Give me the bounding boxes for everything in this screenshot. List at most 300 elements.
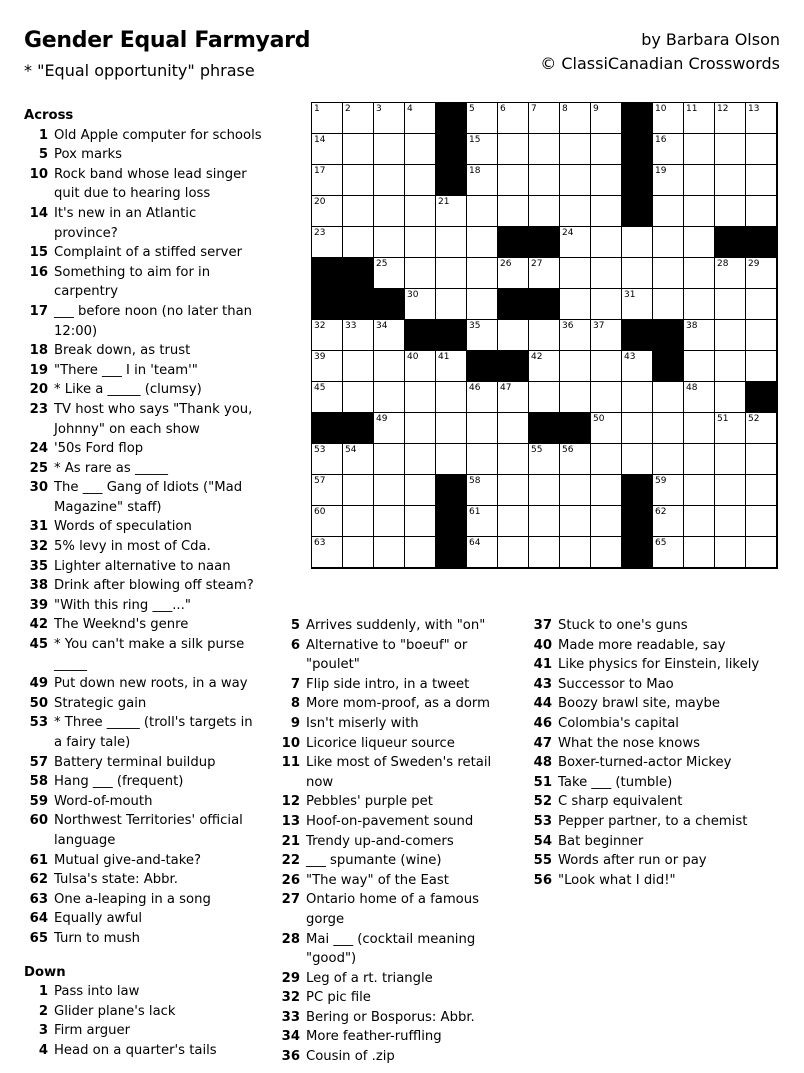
grid-cell[interactable]: [436, 196, 467, 227]
grid-cell[interactable]: [684, 444, 715, 475]
grid-cell[interactable]: [529, 475, 560, 506]
across-clue[interactable]: [24, 772, 264, 792]
grid-cell[interactable]: [467, 444, 498, 475]
down-clue[interactable]: [276, 832, 516, 852]
grid-cell[interactable]: [436, 258, 467, 289]
grid-cell[interactable]: [684, 103, 715, 134]
grid-cell[interactable]: [436, 227, 467, 258]
grid-cell[interactable]: [312, 165, 343, 196]
grid-cell[interactable]: [405, 103, 436, 134]
across-clue[interactable]: [24, 792, 264, 812]
black-square: [436, 165, 467, 196]
cell-number: 58: [469, 476, 481, 486]
across-clue[interactable]: [24, 380, 264, 400]
grid-cell[interactable]: [374, 134, 405, 165]
grid-cell[interactable]: [467, 134, 498, 165]
grid-cell[interactable]: [622, 382, 653, 413]
across-clue[interactable]: [24, 517, 264, 537]
grid-cell[interactable]: [405, 134, 436, 165]
grid-cell[interactable]: [653, 196, 684, 227]
down-clue[interactable]: [276, 694, 516, 714]
grid-cell[interactable]: [746, 289, 777, 320]
grid-cell[interactable]: [560, 475, 591, 506]
grid-cell[interactable]: [343, 444, 374, 475]
down-clue[interactable]: [528, 675, 788, 695]
grid-cell[interactable]: [343, 351, 374, 382]
across-clue[interactable]: [24, 557, 264, 577]
grid-cell[interactable]: [560, 382, 591, 413]
across-clue[interactable]: [24, 400, 264, 439]
cell-number: 26: [500, 259, 512, 269]
grid-cell[interactable]: [467, 320, 498, 351]
grid-cell[interactable]: [405, 413, 436, 444]
grid-cell[interactable]: [467, 196, 498, 227]
grid-cell[interactable]: [684, 475, 715, 506]
grid-cell[interactable]: [467, 475, 498, 506]
grid-cell[interactable]: [746, 320, 777, 351]
grid-cell[interactable]: [436, 382, 467, 413]
black-square: [622, 165, 653, 196]
down-clue[interactable]: [528, 655, 788, 675]
down-clue[interactable]: [24, 982, 264, 1002]
grid-cell[interactable]: [374, 258, 405, 289]
grid-cell[interactable]: [529, 320, 560, 351]
black-square: [436, 506, 467, 537]
down-clue[interactable]: [528, 871, 788, 891]
grid-cell[interactable]: [312, 134, 343, 165]
grid-cell[interactable]: [715, 320, 746, 351]
down-clue[interactable]: [276, 734, 516, 754]
grid-cell[interactable]: [529, 382, 560, 413]
clue-number: 26: [281, 872, 300, 888]
grid-cell[interactable]: [312, 103, 343, 134]
grid-cell[interactable]: [591, 413, 622, 444]
grid-cell[interactable]: [312, 351, 343, 382]
grid-cell[interactable]: [715, 382, 746, 413]
clue-number: 44: [533, 696, 552, 712]
grid-cell[interactable]: [591, 444, 622, 475]
clue-number: 54: [533, 833, 552, 849]
grid-cell[interactable]: [374, 351, 405, 382]
down-clue[interactable]: [276, 753, 516, 792]
grid-cell[interactable]: [715, 351, 746, 382]
grid-cell[interactable]: [405, 258, 436, 289]
grid-cell[interactable]: [591, 382, 622, 413]
grid-cell[interactable]: [684, 351, 715, 382]
grid-cell[interactable]: [343, 134, 374, 165]
grid-cell[interactable]: [715, 134, 746, 165]
clue-number: 46: [533, 715, 552, 731]
grid-cell[interactable]: [312, 320, 343, 351]
cell-number: 5: [469, 104, 475, 114]
across-clue[interactable]: [24, 909, 264, 929]
clue-number: 35: [29, 558, 48, 574]
cell-number: 61: [469, 507, 481, 517]
down-clue[interactable]: [276, 812, 516, 832]
down-clue[interactable]: [276, 714, 516, 734]
grid-cell[interactable]: [591, 196, 622, 227]
grid-cell[interactable]: [436, 289, 467, 320]
grid-cell[interactable]: [312, 506, 343, 537]
grid-cell[interactable]: [684, 506, 715, 537]
grid-cell[interactable]: [498, 320, 529, 351]
grid-cell[interactable]: [560, 289, 591, 320]
grid-cell[interactable]: [374, 227, 405, 258]
cell-number: 27: [531, 259, 543, 269]
grid-cell[interactable]: [746, 413, 777, 444]
down-clue[interactable]: [276, 1008, 516, 1028]
grid-cell[interactable]: [653, 134, 684, 165]
down-clue[interactable]: [276, 851, 516, 871]
grid-cell[interactable]: [529, 103, 560, 134]
grid-cell[interactable]: [684, 413, 715, 444]
grid-cell[interactable]: [498, 444, 529, 475]
grid-cell[interactable]: [622, 227, 653, 258]
grid-cell[interactable]: [405, 382, 436, 413]
grid-cell[interactable]: [622, 444, 653, 475]
grid-cell[interactable]: [591, 475, 622, 506]
grid-cell[interactable]: [684, 382, 715, 413]
grid-cell[interactable]: [746, 103, 777, 134]
grid-cell[interactable]: [467, 537, 498, 568]
down-clue[interactable]: [528, 812, 788, 832]
grid-cell[interactable]: [467, 289, 498, 320]
grid-cell[interactable]: [467, 506, 498, 537]
grid-cell[interactable]: [374, 537, 405, 568]
grid-cell[interactable]: [498, 196, 529, 227]
down-clue[interactable]: [276, 616, 516, 636]
cell-number: 49: [376, 414, 388, 424]
grid-cell[interactable]: [529, 165, 560, 196]
across-clue[interactable]: [24, 204, 264, 243]
grid-cell[interactable]: [467, 382, 498, 413]
grid-cell[interactable]: [343, 506, 374, 537]
cell-number: 60: [314, 507, 326, 517]
grid-cell[interactable]: [746, 475, 777, 506]
cell-number: 2: [345, 104, 351, 114]
grid-cell[interactable]: [343, 227, 374, 258]
grid-cell[interactable]: [715, 537, 746, 568]
clue-text: Old Apple computer for schools: [54, 127, 262, 143]
cell-number: 35: [469, 321, 481, 331]
grid-cell[interactable]: [560, 444, 591, 475]
grid-cell[interactable]: [312, 537, 343, 568]
grid-cell[interactable]: [591, 258, 622, 289]
down-clue[interactable]: [528, 616, 788, 636]
across-clue[interactable]: [24, 694, 264, 714]
grid-cell[interactable]: [343, 103, 374, 134]
grid-cell[interactable]: [653, 258, 684, 289]
down-clue[interactable]: [276, 792, 516, 812]
down-clue[interactable]: [24, 1002, 264, 1022]
grid-cell[interactable]: [715, 413, 746, 444]
down-clue[interactable]: [24, 1021, 264, 1041]
grid-cell[interactable]: [653, 475, 684, 506]
grid-cell[interactable]: [684, 320, 715, 351]
down-clue[interactable]: [528, 792, 788, 812]
grid-cell[interactable]: [591, 134, 622, 165]
grid-cell[interactable]: [653, 413, 684, 444]
grid-cell[interactable]: [529, 196, 560, 227]
cell-number: 17: [314, 166, 326, 176]
grid-cell[interactable]: [560, 227, 591, 258]
cell-number: 55: [531, 445, 543, 455]
across-clue[interactable]: [24, 615, 264, 635]
cell-number: 16: [655, 135, 667, 145]
puzzle-title: Gender Equal Farmyard: [24, 28, 311, 53]
down-clue[interactable]: [528, 636, 788, 656]
down-clue[interactable]: [276, 969, 516, 989]
grid-cell[interactable]: [684, 227, 715, 258]
grid-cell[interactable]: [498, 506, 529, 537]
clue-number: 48: [533, 755, 552, 771]
grid-cell[interactable]: [312, 382, 343, 413]
grid-cell[interactable]: [591, 506, 622, 537]
down-clue[interactable]: [528, 694, 788, 714]
grid-cell[interactable]: [684, 289, 715, 320]
grid-cell[interactable]: [529, 134, 560, 165]
across-clue[interactable]: [24, 929, 264, 949]
cell-number: 4: [407, 104, 413, 114]
grid-cell[interactable]: [746, 537, 777, 568]
grid-cell[interactable]: [684, 196, 715, 227]
grid-cell[interactable]: [715, 103, 746, 134]
grid-cell[interactable]: [374, 103, 405, 134]
down-clue[interactable]: [276, 636, 516, 675]
grid-cell[interactable]: [467, 413, 498, 444]
grid-cell[interactable]: [746, 351, 777, 382]
black-square: [622, 134, 653, 165]
across-clue[interactable]: [24, 361, 264, 381]
grid-cell[interactable]: [312, 196, 343, 227]
grid-cell[interactable]: [591, 227, 622, 258]
grid-cell[interactable]: [560, 258, 591, 289]
grid-cell[interactable]: [591, 537, 622, 568]
down-clue[interactable]: [528, 851, 788, 871]
down-clue[interactable]: [528, 734, 788, 754]
crossword-grid[interactable]: [311, 102, 778, 569]
grid-cell[interactable]: [715, 289, 746, 320]
grid-cell[interactable]: [374, 475, 405, 506]
grid-cell[interactable]: [312, 227, 343, 258]
grid-cell[interactable]: [622, 258, 653, 289]
grid-cell[interactable]: [560, 351, 591, 382]
grid-cell[interactable]: [560, 165, 591, 196]
grid-cell[interactable]: [498, 103, 529, 134]
grid-cell[interactable]: [529, 444, 560, 475]
grid-cell[interactable]: [715, 444, 746, 475]
grid-cell[interactable]: [622, 351, 653, 382]
across-clue[interactable]: [24, 263, 264, 302]
grid-cell[interactable]: [560, 134, 591, 165]
down-clue[interactable]: [276, 930, 516, 969]
grid-cell[interactable]: [405, 289, 436, 320]
across-clue[interactable]: [24, 165, 264, 204]
grid-cell[interactable]: [715, 506, 746, 537]
grid-cell[interactable]: [436, 413, 467, 444]
grid-cell[interactable]: [746, 134, 777, 165]
across-heading: Across: [24, 108, 74, 123]
grid-cell[interactable]: [746, 506, 777, 537]
grid-cell[interactable]: [560, 103, 591, 134]
grid-cell[interactable]: [591, 320, 622, 351]
grid-cell[interactable]: [653, 289, 684, 320]
clue-number: 18: [29, 343, 48, 359]
down-clue[interactable]: [528, 753, 788, 773]
grid-cell[interactable]: [405, 196, 436, 227]
across-clue[interactable]: [24, 243, 264, 263]
clue-number: 49: [29, 676, 48, 692]
grid-cell[interactable]: [405, 537, 436, 568]
grid-cell[interactable]: [343, 537, 374, 568]
across-clue[interactable]: [24, 713, 264, 752]
down-clue[interactable]: [528, 773, 788, 793]
grid-cell[interactable]: [312, 475, 343, 506]
grid-cell[interactable]: [715, 475, 746, 506]
grid-cell[interactable]: [653, 537, 684, 568]
across-clue[interactable]: [24, 811, 264, 850]
grid-cell[interactable]: [498, 165, 529, 196]
grid-cell[interactable]: [591, 351, 622, 382]
cell-number: 9: [593, 104, 599, 114]
grid-cell[interactable]: [715, 196, 746, 227]
across-clue[interactable]: [24, 459, 264, 479]
down-clue[interactable]: [276, 1027, 516, 1047]
grid-cell[interactable]: [622, 289, 653, 320]
across-clue[interactable]: [24, 596, 264, 616]
cell-number: 40: [407, 352, 419, 362]
grid-cell[interactable]: [343, 475, 374, 506]
grid-cell[interactable]: [498, 413, 529, 444]
across-clue[interactable]: [24, 890, 264, 910]
grid-cell[interactable]: [467, 165, 498, 196]
grid-cell[interactable]: [746, 444, 777, 475]
grid-cell[interactable]: [591, 165, 622, 196]
grid-cell[interactable]: [560, 196, 591, 227]
grid-cell[interactable]: [498, 475, 529, 506]
grid-cell[interactable]: [405, 227, 436, 258]
grid-cell[interactable]: [715, 165, 746, 196]
grid-cell[interactable]: [343, 196, 374, 227]
across-clue[interactable]: [24, 537, 264, 557]
grid-cell[interactable]: [343, 165, 374, 196]
grid-cell[interactable]: [436, 444, 467, 475]
grid-cell[interactable]: [374, 382, 405, 413]
grid-cell[interactable]: [560, 506, 591, 537]
grid-cell[interactable]: [529, 537, 560, 568]
cell-number: 34: [376, 321, 388, 331]
grid-cell[interactable]: [653, 444, 684, 475]
down-clue[interactable]: [276, 871, 516, 891]
down-clue[interactable]: [276, 988, 516, 1008]
across-clue[interactable]: [24, 635, 264, 674]
down-clue[interactable]: [276, 1047, 516, 1067]
grid-cell[interactable]: [560, 537, 591, 568]
grid-cell[interactable]: [436, 351, 467, 382]
across-clue[interactable]: [24, 439, 264, 459]
grid-cell[interactable]: [529, 351, 560, 382]
grid-cell[interactable]: [591, 289, 622, 320]
grid-cell[interactable]: [653, 103, 684, 134]
grid-cell[interactable]: [374, 444, 405, 475]
across-clue[interactable]: [24, 576, 264, 596]
grid-cell[interactable]: [343, 320, 374, 351]
cell-number: 62: [655, 507, 667, 517]
grid-cell[interactable]: [622, 413, 653, 444]
grid-cell[interactable]: [498, 258, 529, 289]
across-clue[interactable]: [24, 302, 264, 341]
grid-cell[interactable]: [498, 134, 529, 165]
grid-cell[interactable]: [653, 382, 684, 413]
grid-cell[interactable]: [374, 320, 405, 351]
grid-cell[interactable]: [312, 444, 343, 475]
clue-text: Words after run or pay: [558, 853, 707, 869]
cell-number: 65: [655, 538, 667, 548]
grid-cell[interactable]: [405, 475, 436, 506]
grid-cell[interactable]: [405, 506, 436, 537]
grid-cell[interactable]: [343, 382, 374, 413]
grid-cell[interactable]: [746, 165, 777, 196]
grid-cell[interactable]: [498, 537, 529, 568]
grid-cell[interactable]: [684, 165, 715, 196]
across-clue[interactable]: [24, 674, 264, 694]
grid-cell[interactable]: [374, 413, 405, 444]
grid-cell[interactable]: [684, 258, 715, 289]
grid-cell[interactable]: [746, 196, 777, 227]
grid-cell[interactable]: [405, 444, 436, 475]
down-clue[interactable]: [528, 714, 788, 734]
across-clue[interactable]: [24, 341, 264, 361]
grid-cell[interactable]: [560, 320, 591, 351]
grid-cell[interactable]: [684, 134, 715, 165]
grid-cell[interactable]: [374, 506, 405, 537]
grid-cell[interactable]: [653, 227, 684, 258]
clue-column-3: [528, 616, 788, 890]
grid-cell[interactable]: [653, 165, 684, 196]
clue-text: What the nose knows: [558, 735, 700, 751]
down-clue[interactable]: [276, 675, 516, 695]
clue-number: 40: [533, 637, 552, 653]
down-clue[interactable]: [528, 832, 788, 852]
grid-cell[interactable]: [746, 258, 777, 289]
across-clue[interactable]: [24, 753, 264, 773]
grid-cell[interactable]: [591, 103, 622, 134]
across-clue[interactable]: [24, 145, 264, 165]
grid-cell[interactable]: [374, 196, 405, 227]
across-clue[interactable]: [24, 126, 264, 146]
grid-cell[interactable]: [529, 506, 560, 537]
grid-cell[interactable]: [684, 537, 715, 568]
across-clue[interactable]: [24, 478, 264, 517]
grid-cell[interactable]: [374, 165, 405, 196]
clue-text: Mai ___ (cocktail meaning "good"): [306, 931, 476, 967]
cell-number: 54: [345, 445, 357, 455]
grid-cell[interactable]: [405, 165, 436, 196]
grid-cell[interactable]: [405, 351, 436, 382]
black-square: [529, 227, 560, 258]
across-clue[interactable]: [24, 870, 264, 890]
grid-cell[interactable]: [715, 258, 746, 289]
grid-cell[interactable]: [467, 103, 498, 134]
grid-cell[interactable]: [498, 382, 529, 413]
across-clue[interactable]: [24, 851, 264, 871]
grid-cell[interactable]: [467, 258, 498, 289]
grid-cell[interactable]: [467, 227, 498, 258]
down-clue[interactable]: [276, 890, 516, 929]
down-clue[interactable]: [24, 1041, 264, 1061]
grid-cell[interactable]: [529, 258, 560, 289]
grid-cell[interactable]: [653, 506, 684, 537]
